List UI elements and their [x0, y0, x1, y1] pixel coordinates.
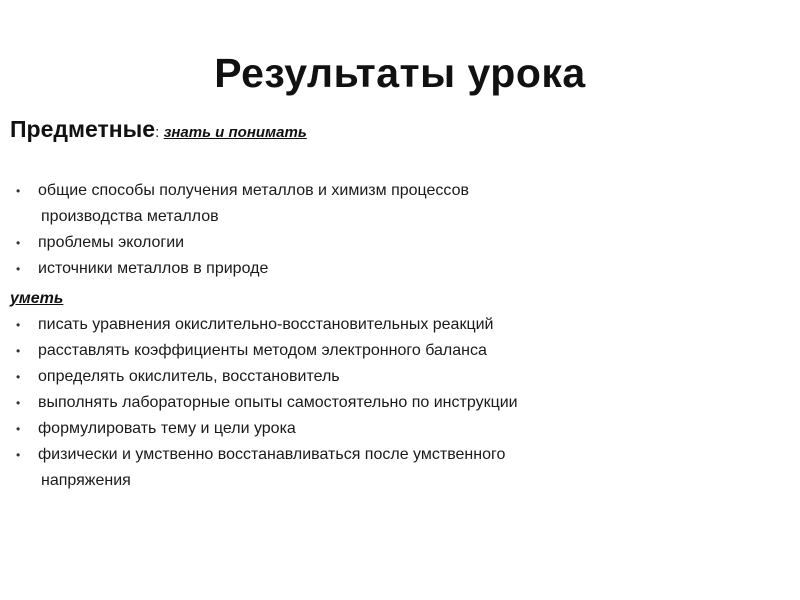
list-item-text: писать уравнения окислительно-восстановительных реакций — [38, 316, 494, 333]
list-item-text: физически и умственно восстанавливаться после умственного — [38, 446, 506, 463]
slide-title: Результаты урока — [214, 50, 586, 96]
list-item — [10, 416, 790, 442]
list-item — [10, 312, 790, 338]
list-item-text: выполнять лабораторные опыты самостоятельно по инструкции — [38, 394, 518, 411]
list-item — [10, 338, 790, 364]
subject-heading-colon: : — [155, 124, 160, 141]
skills-list — [10, 312, 790, 494]
bullet-icon: • — [16, 422, 21, 436]
list-item-text-continued: напряжения — [41, 472, 131, 489]
list-item-text-continued: производства металлов — [41, 208, 219, 225]
list-item — [10, 230, 790, 256]
list-item-text: общие способы получения металлов и химизм процессов — [38, 182, 469, 199]
list-item — [10, 390, 790, 416]
bullet-icon: • — [16, 184, 21, 198]
list-item-text: расставлять коэффициенты методом электронного баланса — [38, 342, 487, 359]
subject-heading-label: Предметные — [10, 116, 156, 142]
list-item-text: источники металлов в природе — [38, 260, 269, 277]
list-item-text: определять окислитель, восстановитель — [38, 368, 340, 385]
list-item — [10, 364, 790, 390]
list-item — [10, 256, 790, 282]
bullet-icon: • — [16, 396, 21, 410]
bullet-icon: • — [16, 448, 21, 462]
subject-results-heading — [10, 116, 307, 143]
list-item-text: проблемы экологии — [38, 234, 185, 251]
skills-heading: уметь — [10, 290, 64, 307]
list-item — [10, 178, 790, 230]
bullet-icon: • — [16, 370, 21, 384]
subject-subheading: знать и понимать — [163, 124, 307, 141]
bullet-icon: • — [16, 344, 21, 358]
list-item-text: формулировать тему и цели урока — [38, 420, 296, 437]
knowledge-list — [10, 178, 790, 282]
list-item — [10, 442, 790, 494]
bullet-icon: • — [16, 318, 21, 332]
bullet-icon: • — [16, 262, 21, 276]
bullet-icon: • — [16, 236, 21, 250]
